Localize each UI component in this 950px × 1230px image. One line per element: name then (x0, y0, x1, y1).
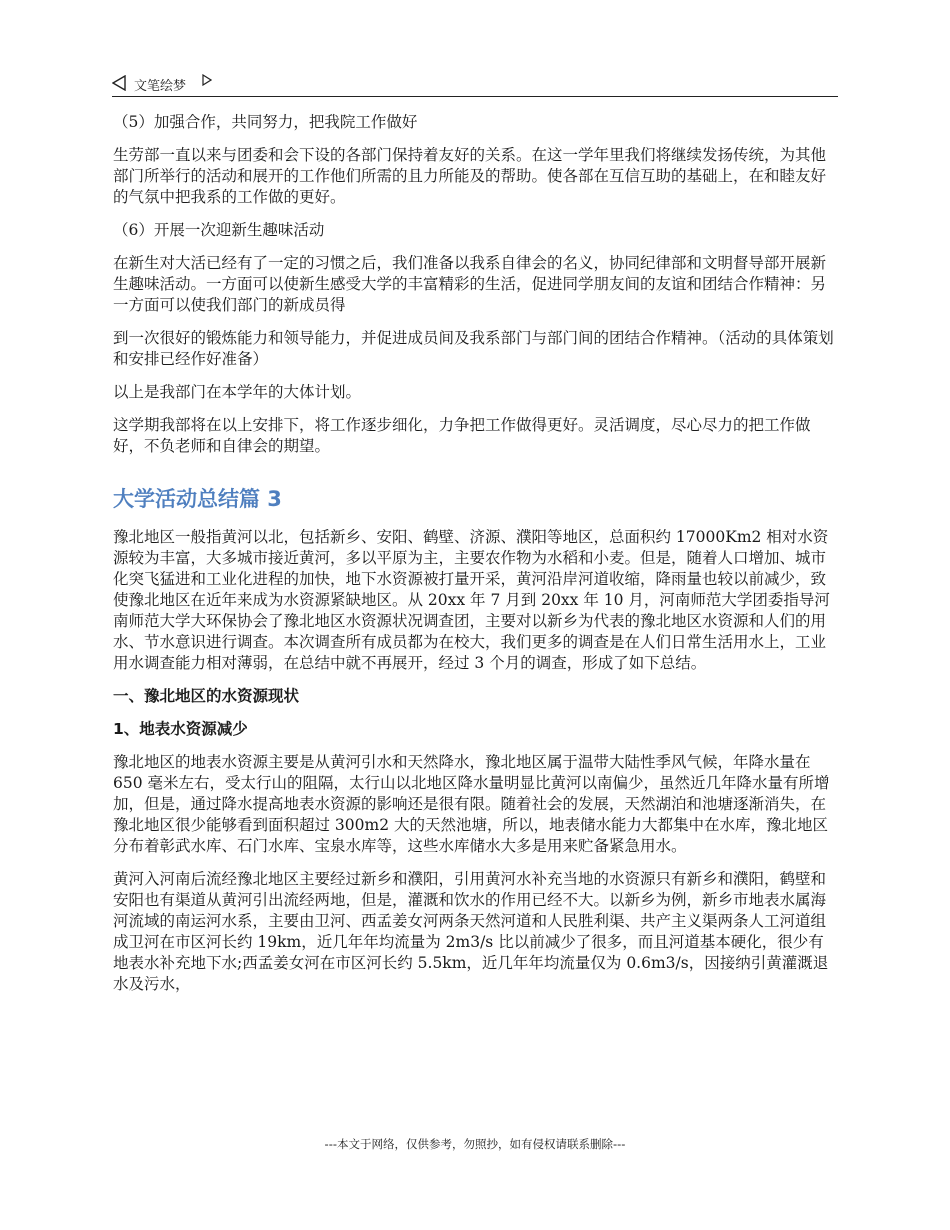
page-footer: ---本文于网络，仅供参考，勿照抄，如有侵权请联系删除--- (324, 1137, 626, 1151)
paragraph: 豫北地区的地表水资源主要是从黄河引水和天然降水，豫北地区属于温带大陆性季风气候，年降水量在 650 毫米左右，受太行山的阻隔，太行山以北地区降水量明显比黄河以南偏少，虽然近几年降水量有所增加，但是，通过降水提高地表水资源的影响还是很有限。随着社会的发展，天然湖泊和池塘逐渐消失，在豫北地区很少能够看到面积超过 300m2 大的天然池塘，所以，地表储水能力大都集中在水库，豫北地区分布着彰武水库、石门水库、宝泉水库等，这些水库储水大多是用来贮备紧急用水。 (113, 753, 830, 855)
section-title: 大学活动总结篇 3 (113, 487, 282, 511)
subheading-2: 1、地表水资源减少 (113, 720, 248, 738)
intro-paragraph: 豫北地区一般指黄河以北，包括新乡、安阳、鹤壁、济源、濮阳等地区，总面积约 17000Km2 相对水资源较为丰富，大多城市接近黄河，多以平原为主，主要农作物为水稻和小麦。但是，随着人口增加、城市化突飞猛进和工业化进程的加快，地下水资源被打量开采，黄河沿岸河道收缩，降雨量也较以前减少，致使豫北地区在近年来成为水资源紧缺地区。从 20xx 年 7 月到 20xx 年 10 月，河南师范大学团委指导河南师范大学大环保协会了豫北地区水资源状况调查团，主要对以新乡为代表的豫北地区水资源和人们的用水、节水意识进行调查。本次调查所有成员都为在校大，我们更多的调查是在人们日常生活用水上，工业用水调查能力相对薄弱，在总结中就不再展开，经过 3 个月的调查，形成了如下总结。 (113, 528, 830, 672)
paragraph: 在新生对大活已经有了一定的习惯之后，我们准备以我系自律会的名义，协同纪律部和文明督导部开展新生趣味活动。一方面可以使新生感受大学的丰富精彩的生活，促进同学朋友间的友谊和团结合作精神：另一方面可以使我们部门的新成员得 (113, 254, 827, 314)
plan-item-6: （6）开展一次迎新生趣味活动 (113, 221, 325, 239)
paragraph: 到一次很好的锻炼能力和领导能力，并促进成员间及我系部门与部门间的团结合作精神。（活动的具体策划和安排已经作好准备） (113, 329, 834, 368)
paragraph: 生劳部一直以来与团委和会下设的各部门保持着友好的关系。在这一学年里我们将继续发扬传统，为其他部门所举行的活动和展开的工作他们所需的且力所能及的帮助。使各部在互信互助的基础上，在和睦友好的气氛中把我系的工作做的更好。 (113, 146, 827, 206)
page-header (112, 72, 838, 97)
triangle-left-icon (112, 75, 126, 91)
section-plan (113, 112, 839, 457)
header-brand: 文笔绘梦 (134, 79, 187, 94)
document-body (113, 112, 839, 1007)
plan-item-5: （5）加强合作，共同努力，把我院工作做好 (113, 113, 418, 131)
subheading-1: 一、豫北地区的水资源现状 (113, 687, 300, 705)
paragraph: 这学期我部将在以上安排下，将工作逐步细化，力争把工作做得更好。灵活调度，尽心尽力的把工作做好，不负老师和自律会的期望。 (113, 416, 811, 455)
paragraph: 以上是我部门在本学年的大体计划。 (113, 383, 362, 401)
paragraph: 黄河入河南后流经豫北地区主要经过新乡和濮阳，引用黄河水补充当地的水资源只有新乡和濮阳，鹤壁和安阳也有渠道从黄河引出流经两地，但是，灌溉和饮水的作用已经不大。以新乡为例，新乡市地表水属海河流域的南运河水系，主要由卫河、西孟姜女河两条天然河道和人民胜利渠、共产主义渠两条人工河道组成卫河在市区河长约 19km，近几年年均流量为 2m3/s 比以前减少了很多，而且河道基本硬化，很少有地表水补充地下水;西孟姜女河在市区河长约 5.5km，近几年年均流量仅为 0.6m3/s，因接纳引黄灌溉退水及污水， (113, 870, 829, 993)
triangle-right-icon (202, 74, 212, 86)
